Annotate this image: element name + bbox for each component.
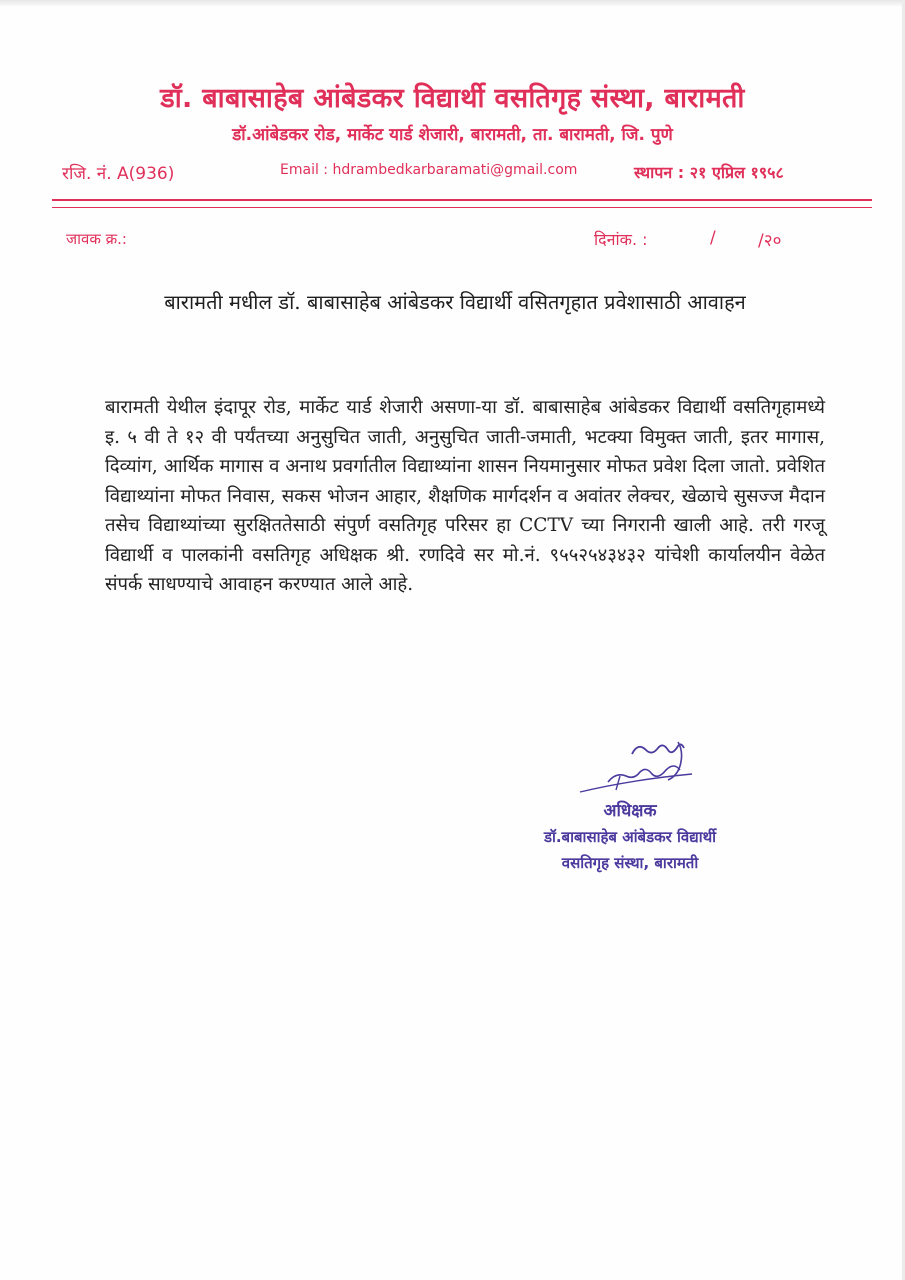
- letterhead-title: डॉ. बाबासाहेब आंबेडकर विद्यार्थी वसतिगृह संस्था, बारामती: [160, 83, 745, 114]
- date-label: दिनांक. :: [594, 230, 648, 249]
- registration-number: रजि. नं. A(936): [62, 164, 175, 184]
- signature-scribble: [560, 736, 710, 806]
- signatory-org-line-2: वसतिगृह संस्था, बारामती: [561, 854, 699, 872]
- letterhead-address: डॉ.आंबेडकर रोड, मार्केट यार्ड शेजारी, बारामती, ता. बारामती, जि. पुणे: [232, 125, 673, 145]
- signatory-title: अधिक्षक: [603, 801, 657, 821]
- letterhead-email: Email : hdrambedkarbaramati@gmail.com: [280, 162, 578, 178]
- date-year: /२०: [758, 231, 782, 251]
- date-separator: /: [710, 228, 716, 248]
- established-date: स्थापन : २१ एप्रिल १९५८: [634, 163, 784, 182]
- reference-number-label: जावक क्र.:: [66, 230, 127, 248]
- signature-block: [470, 798, 790, 876]
- letterhead-rule-thin: [52, 207, 872, 208]
- scan-top-edge: [0, 0, 905, 6]
- letter-body: बारामती येथील इंदापूर रोड, मार्केट यार्ड शेजारी असणा-या डॉ. बाबासाहेब आंबेडकर विद्यार्थी वसतिगृहामध्ये इ. ५ वी ते १२ वी पर्यंतच्या अनुसुचित जाती, अनुसुचित जाती-जमाती, भटक्या विमुक्त जाती, इतर मागास, दिव्यांग, आर्थिक मागास व अनाथ प्रवर्गातील विद्याथ्यांना शासन नियमानुसार मोफत प्रवेश दिला जातो. प्रवेशित विद्याथ्यांना मोफत निवास, सकस भोजन आहार, शैक्षणिक मार्गदर्शन व अवांतर लेक्चर, खेळाचे सुसज्ज मैदान तसेच विद्याथ्यांच्या सुरक्षिततेसाठी संपुर्ण वसतिगृह परिसर हा CCTV च्या निगरानी खाली आहे. तरी गरजू विद्यार्थी व पालकांनी वसतिगृह अधिक्षक श्री. रणदिवे सर मो.नं. ९५५२५४३४३२ यांचेशी कार्यालयीन वेळेत संपर्क साधण्याचे आवाहन करण्यात आले आहे.: [105, 397, 825, 595]
- letterhead-rule-thick: [52, 199, 872, 201]
- handwritten-signature: [560, 736, 710, 806]
- signatory-org-line-1: डॉ.बाबासाहेब आंबेडकर विद्यार्थी: [543, 828, 717, 846]
- letter-subject: बारामती मधील डॉ. बाबासाहेब आंबेडकर विद्यार्थी वसितगृहात प्रवेशासाठी आवाहन: [164, 290, 746, 314]
